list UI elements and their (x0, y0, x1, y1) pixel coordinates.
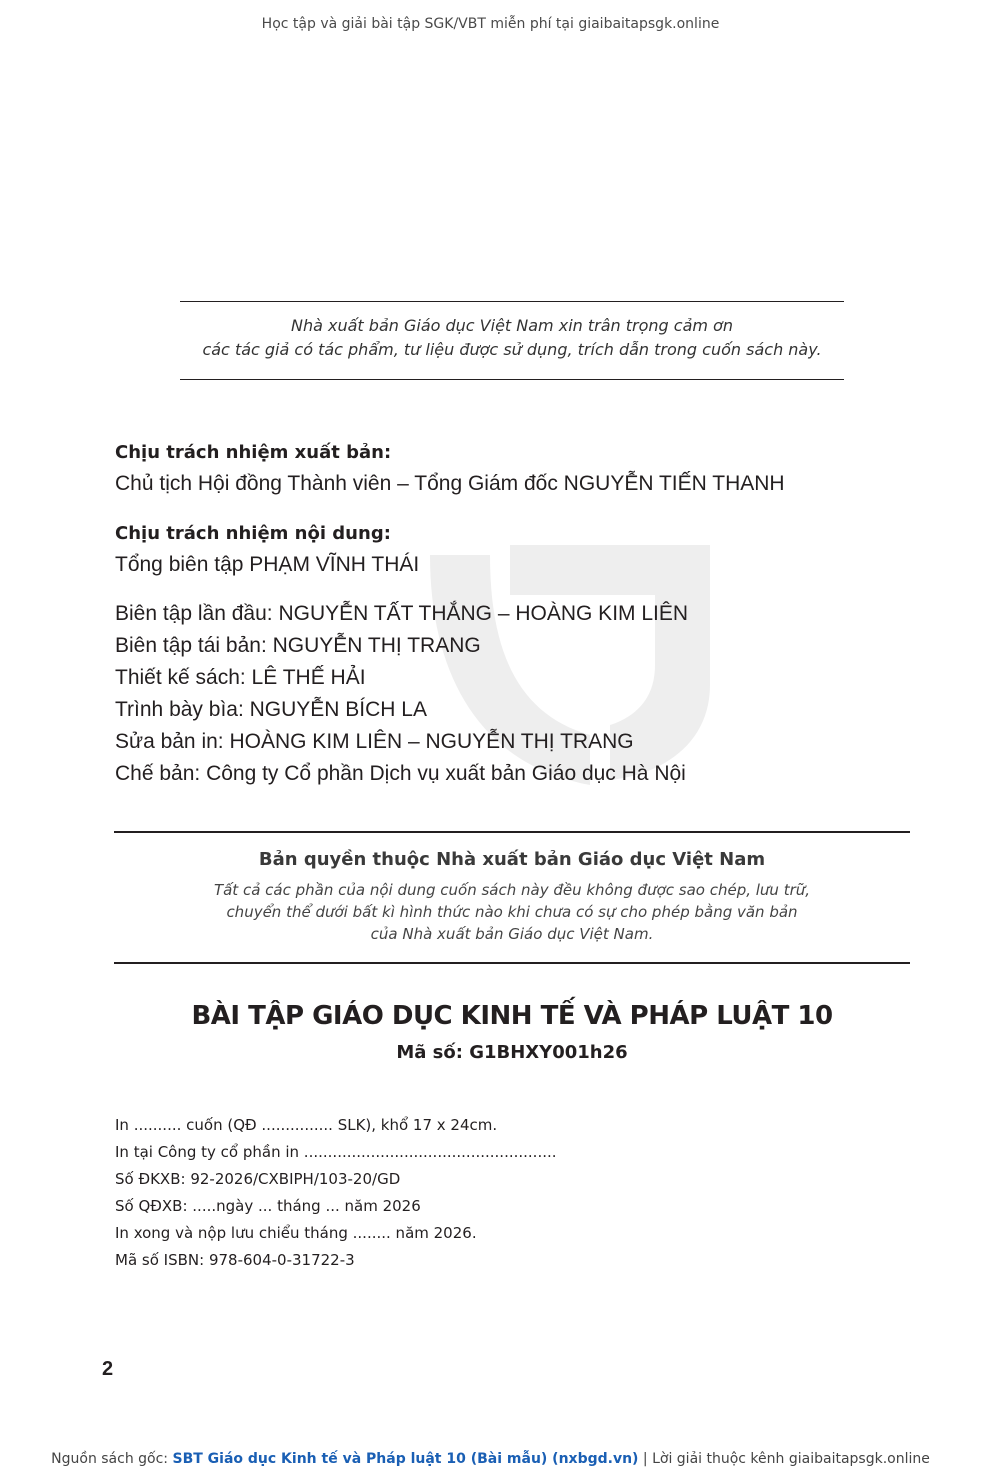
copyright-top-rule (114, 831, 910, 833)
thanks-line-1: Nhà xuất bản Giáo dục Việt Nam xin trân trọng cảm ơn (291, 316, 733, 335)
credit-line: Biên tập tái bản: NGUYỄN THỊ TRANG (115, 634, 481, 657)
print-info-line: Mã số ISBN: 978-604-0-31722-3 (115, 1251, 355, 1269)
copyright-title: Bản quyền thuộc Nhà xuất bản Giáo dục Việt Nam (258, 849, 766, 870)
print-info-line: Số QĐXB: .....ngày ... tháng ... năm 2026 (115, 1197, 421, 1215)
content-responsibility-value: Tổng biên tập PHẠM VĨNH THÁI (115, 553, 420, 576)
book-code: Mã số: G1BHXY001h26 (396, 1042, 628, 1063)
publishing-responsibility-value: Chủ tịch Hội đồng Thành viên – Tổng Giám đốc NGUYỄN TIẾN THANH (115, 472, 785, 495)
copyright-line-3: của Nhà xuất bản Giáo dục Việt Nam. (370, 925, 654, 943)
credit-line: Thiết kế sách: LÊ THẾ HẢI (115, 666, 366, 689)
footer-suffix: | Lời giải thuộc kênh giaibaitapsgk.online (638, 1451, 930, 1467)
print-info-line: In .......... cuốn (QĐ ............... SLK), khổ 17 x 24cm. (115, 1116, 498, 1134)
book-title: BÀI TẬP GIÁO DỤC KINH TẾ VÀ PHÁP LUẬT 10 (191, 1001, 833, 1031)
copyright-bottom-rule (114, 962, 910, 964)
page-number: 2 (102, 1358, 114, 1380)
footer-prefix: Nguồn sách gốc: (51, 1451, 173, 1467)
source-link[interactable]: SBT Giáo dục Kinh tế và Pháp luật 10 (Bài mẫu) (nxbgd.vn) (172, 1451, 639, 1467)
credit-line: Trình bày bìa: NGUYỄN BÍCH LA (115, 698, 427, 721)
thanks-line-2: các tác giả có tác phẩm, tư liệu được sử dụng, trích dẫn trong cuốn sách này. (202, 340, 822, 359)
print-info-line: Số ĐKXB: 92-2026/CXBIPH/103-20/GD (115, 1170, 401, 1188)
watermark-logo-icon (390, 535, 720, 795)
copyright-line-2: chuyển thể dưới bất kì hình thức nào khi chưa có sự cho phép bằng văn bản (226, 903, 798, 921)
print-info-line: In xong và nộp lưu chiểu tháng ........ năm 2026. (115, 1224, 477, 1242)
page-header: Học tập và giải bài tập SGK/VBT miễn phí tại giaibaitapsgk.online (261, 16, 720, 32)
page-footer (0, 1451, 981, 1467)
print-info-line: In tại Công ty cổ phần in ..................................................... (115, 1143, 557, 1161)
publishing-responsibility-label: Chịu trách nhiệm xuất bản: (115, 442, 392, 463)
content-responsibility-label: Chịu trách nhiệm nội dung: (115, 523, 391, 544)
credit-line: Sửa bản in: HOÀNG KIM LIÊN – NGUYỄN THỊ TRANG (115, 730, 634, 753)
thanks-top-rule (180, 301, 844, 302)
credit-line: Chế bản: Công ty Cổ phần Dịch vụ xuất bản Giáo dục Hà Nội (115, 762, 686, 785)
copyright-line-1: Tất cả các phần của nội dung cuốn sách này đều không được sao chép, lưu trữ, (213, 881, 811, 899)
thanks-bottom-rule (180, 379, 844, 380)
credit-line: Biên tập lần đầu: NGUYỄN TẤT THẮNG – HOÀNG KIM LIÊN (115, 602, 689, 625)
